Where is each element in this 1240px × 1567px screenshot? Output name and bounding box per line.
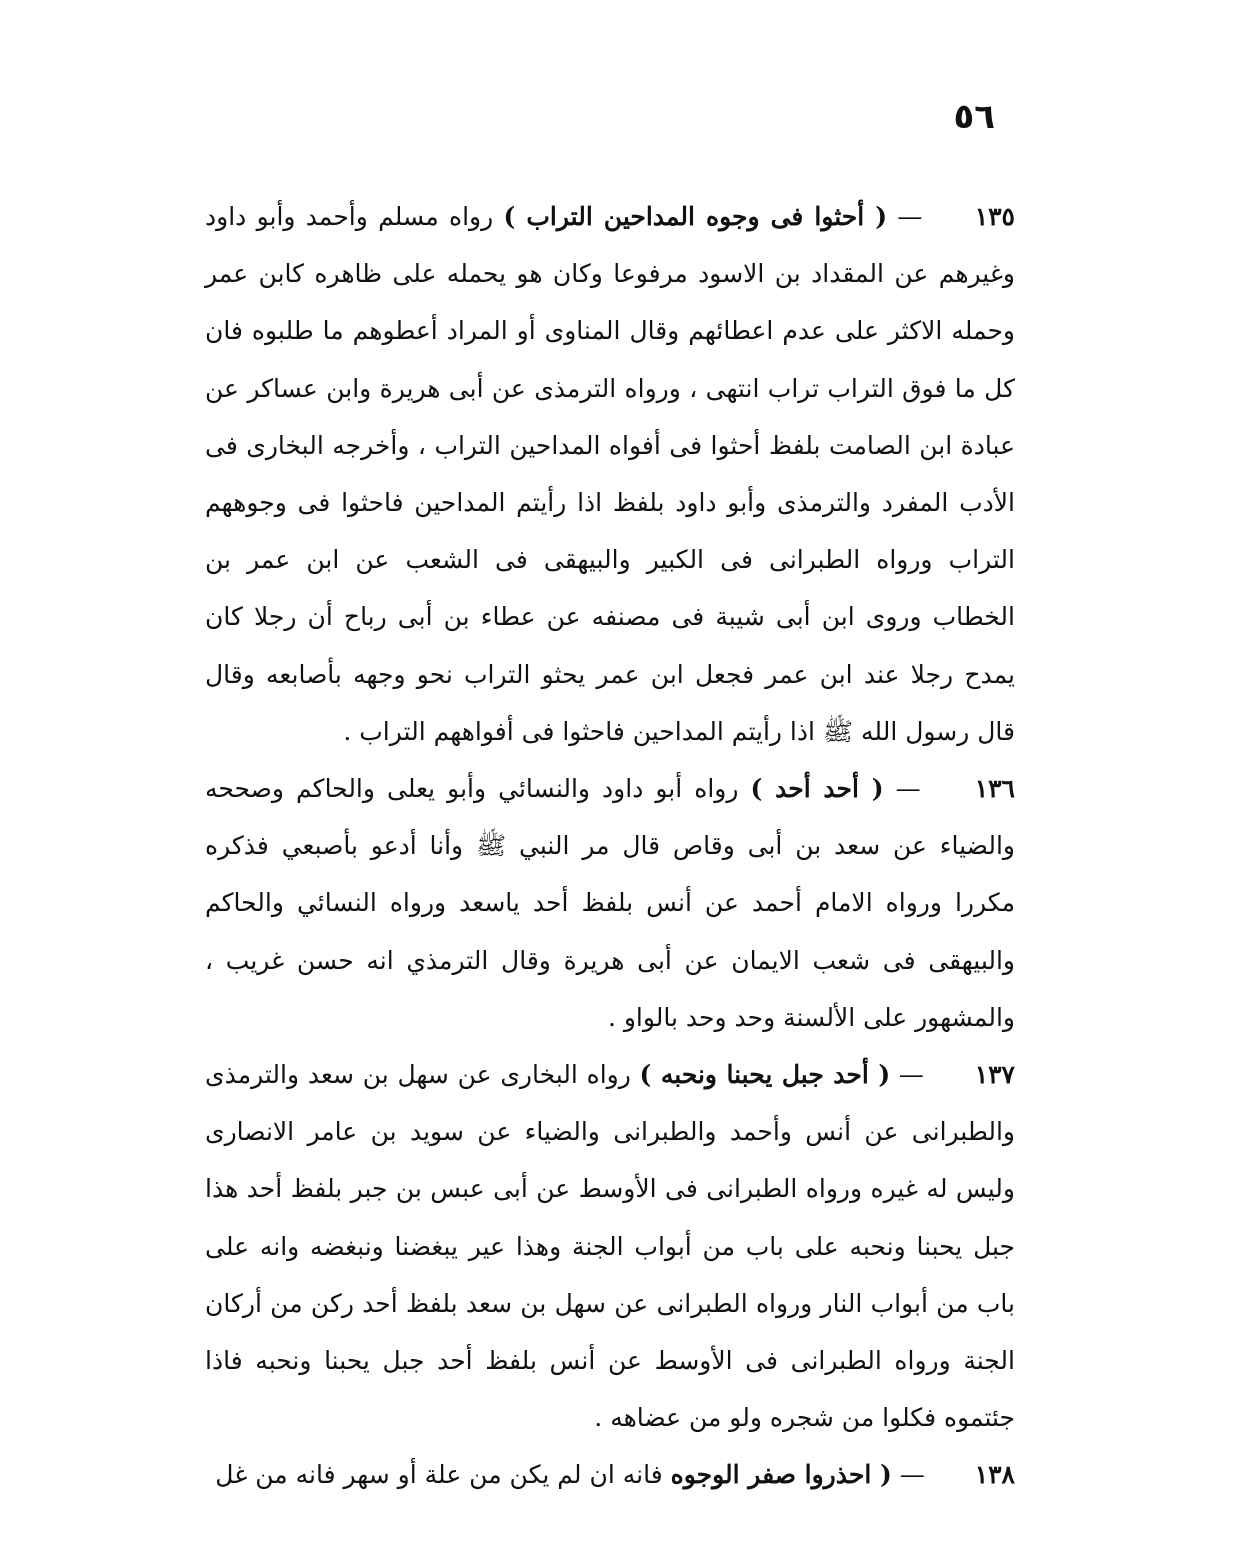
entry-number: ١٣٧ [974, 1060, 1015, 1090]
entry-hadith-quote: ( أحد أحد ) [750, 774, 884, 804]
entry-dash: — [891, 1460, 933, 1490]
entry-dash: — [883, 774, 933, 804]
entry-commentary: رواه مسلم وأحمد وأبو داود وغيرهم عن المقداد بن الاسود مرفوعا وكان هو يحمله على ظاهره كابن عمر وحمله الاكثر على عدم اعطائهم وقال المناوى أو المراد أعطوهم ما طلبوه فان كل ما فوق التراب تراب انتهى ، ورواه الترمذى عن أبى هريرة وابن عساكر عن عبادة ابن الصامت بلفظ أحثوا فى أفواه المداحين التراب ، وأخرجه البخارى فى الأدب المفرد والترمذى وأبو داود بلفظ اذا رأيتم المداحين فاحثوا فى وجوههم التراب ورواه الطبرانى فى الكبير والبيهقى فى الشعب عن ابن عمر بن الخطاب وروى ابن أبى شيبة فى مصنفه عن عطاء بن أبى رباح أن رجلا كان يمدح رجلا عند ابن عمر فجعل ابن عمر يحثو التراب نحو وجهه بأصابعه وقال قال رسول الله ﷺ اذا رأيتم المداحين فاحثوا فى أفواههم التراب . [205, 202, 1015, 746]
entry-136 [205, 760, 1015, 1046]
page-number: ٥٦ [953, 97, 995, 137]
entry-hadith-quote: ( احذروا صفر الوجوه [670, 1460, 892, 1490]
entry-lead [933, 1060, 975, 1089]
entry-138 [205, 1446, 1015, 1503]
entry-lead [933, 202, 975, 231]
entry-lead [933, 774, 975, 803]
entry-number: ١٣٥ [974, 202, 1015, 231]
entry-number: ١٣٦ [974, 774, 1015, 804]
entry-hadith-quote: ( أحد جبل يحبنا ونحبه ) [639, 1060, 891, 1090]
page-body [205, 188, 1015, 1504]
entry-hadith-quote: ( أحثوا فى وجوه المداحين التراب ) [503, 202, 888, 231]
entry-commentary: رواه أبو داود والنسائي وأبو يعلى والحاكم وصححه والضياء عن سعد بن أبى وقاص قال مر النبي ﷺ وأنا أدعو بأصبعي فذكره مكررا ورواه الامام أحمد عن أنس بلفظ أحد ياسعد ورواه النسائي والحاكم والبيهقى فى شعب الايمان عن أبى هريرة وقال الترمذي انه حسن غريب ، والمشهور على الألسنة وحد وحد بالواو . [205, 774, 1015, 1032]
entry-commentary: رواه البخارى عن سهل بن سعد والترمذى والطبرانى عن أنس وأحمد والطبرانى والضياء عن سويد بن عامر الانصارى وليس له غيره ورواه الطبرانى فى الأوسط عن أبى عبس بن جبر بلفظ أحد هذا جبل يحبنا ونحبه على باب من أبواب الجنة وهذا عير يبغضنا ونبغضه وانه على باب من أبواب النار ورواه الطبرانى عن سهل بن سعد بلفظ أحد ركن من أركان الجنة ورواه الطبرانى فى الأوسط عن أنس بلفظ أحد جبل يحبنا ونحبه فاذا جئتموه فكلوا من شجره ولو من عضاهه . [205, 1060, 1015, 1433]
entry-commentary: فانه ان لم يكن من علة أو سهر فانه من غل [215, 1460, 671, 1490]
entry-137 [205, 1046, 1015, 1446]
entry-lead [933, 1460, 975, 1489]
entry-135 [205, 188, 1015, 760]
entry-number: ١٣٨ [974, 1460, 1015, 1490]
entry-dash: — [887, 202, 933, 231]
entry-dash: — [890, 1060, 933, 1090]
